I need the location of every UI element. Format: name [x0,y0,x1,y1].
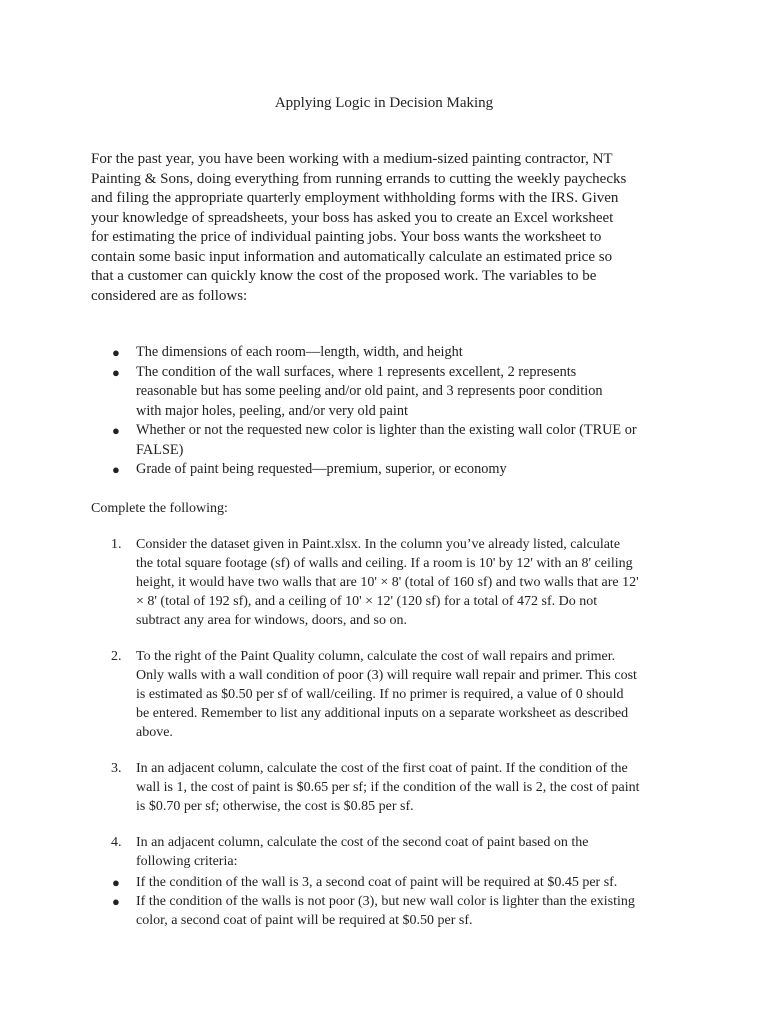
bullet-icon: ● [112,894,120,909]
step-item [91,833,691,871]
list-item [91,892,691,930]
step-text: is $0.70 per sf; otherwise, the cost is $0.85 per sf. [136,799,414,814]
intro-line: for estimating the price of individual painting jobs. Your boss wants the worksheet to [91,229,602,245]
bullet-icon: ● [112,462,120,477]
step-text: wall is 1, the cost of paint is $0.65 per sf; if the condition of the wall is 2, the cost of paint [136,780,640,795]
step-number: 2. [111,649,122,664]
step-item [91,759,691,816]
complete-label: Complete the following: [91,501,228,516]
bullet-icon: ● [112,875,120,890]
intro-line: that a customer can quickly know the cost of the proposed work. The variables to be [91,268,597,284]
steps-list [91,535,691,888]
intro-line: considered are as follows: [91,287,248,304]
list-item [91,343,691,363]
step-text: In an adjacent column, calculate the cost of the first coat of paint. If the condition of the [136,761,628,776]
step-number: 1. [111,537,122,552]
step-text: subtract any area for windows, doors, and so on. [136,613,407,628]
step-number: 3. [111,761,122,776]
step-text: be entered. Remember to list any additional inputs on a separate worksheet as described [136,706,629,721]
step-item [91,535,691,630]
step-text: To the right of the Paint Quality column, calculate the cost of wall repairs and primer. [136,649,616,664]
document-title: Applying Logic in Decision Making [274,95,494,111]
list-item [91,460,691,480]
variables-list [91,343,691,480]
step-text: Consider the dataset given in Paint.xlsx. In the column you’ve already listed, calculate [136,537,621,552]
step-text: height, it would have two walls that are 10' × 8' (total of 160 sf) and two walls that are 12' [136,575,639,590]
step-text: the total square footage (sf) of walls and ceiling. If a room is 10' by 12' with an 8' ceiling [136,556,633,571]
list-item [91,421,691,460]
criteria-list [91,873,691,930]
list-item-text: FALSE) [136,441,184,458]
step-text: following criteria: [136,854,238,869]
step-text: is estimated as $0.50 per sf of wall/ceiling. If no primer is required, a value of 0 should [136,687,624,702]
list-item-text: color, a second coat of paint will be required at $0.50 per sf. [136,913,473,928]
intro-line: and filing the appropriate quarterly employment withholding forms with the IRS. Given [91,190,619,206]
intro-paragraph [91,150,691,306]
bullet-icon: ● [112,345,120,360]
intro-line: Painting & Sons, doing everything from running errands to cutting the weekly paychecks [91,170,627,187]
list-item-text: Grade of paint being requested—premium, superior, or economy [136,461,507,477]
list-item-text: If the condition of the walls is not poor (3), but new wall color is lighter than the existing [136,894,635,909]
step-text: × 8' (total of 192 sf), and a ceiling of 10' × 12' (120 sf) for a total of 472 sf. Do not [136,594,598,609]
intro-line: contain some basic input information and automatically calculate an estimated price so [91,248,613,265]
list-item-text: with major holes, peeling, and/or very old paint [136,402,408,419]
bullet-icon: ● [112,364,120,380]
list-item-text: The condition of the wall surfaces, where 1 represents excellent, 2 represents [136,363,577,380]
list-item [91,363,691,422]
step-text: above. [136,725,173,740]
step-text: In an adjacent column, calculate the cost of the second coat of paint based on the [136,835,589,850]
step-item [91,647,691,742]
list-item-text: The dimensions of each room—length, width, and height [136,344,463,360]
step-number: 4. [111,835,122,850]
intro-line: For the past year, you have been working with a medium-sized painting contractor, NT [91,151,613,167]
step-text: Only walls with a wall condition of poor (3) will require wall repair and primer. This cost [136,668,637,683]
intro-line: your knowledge of spreadsheets, your boss has asked you to create an Excel worksheet [91,209,614,226]
list-item-text: reasonable but has some peeling and/or old paint, and 3 represents poor condition [136,383,603,399]
list-item-text: If the condition of the wall is 3, a second coat of paint will be required at $0.45 per sf. [136,875,618,890]
bullet-icon: ● [112,423,120,438]
list-item [91,873,691,892]
list-item-text: Whether or not the requested new color is lighter than the existing wall color (TRUE or [136,422,637,438]
